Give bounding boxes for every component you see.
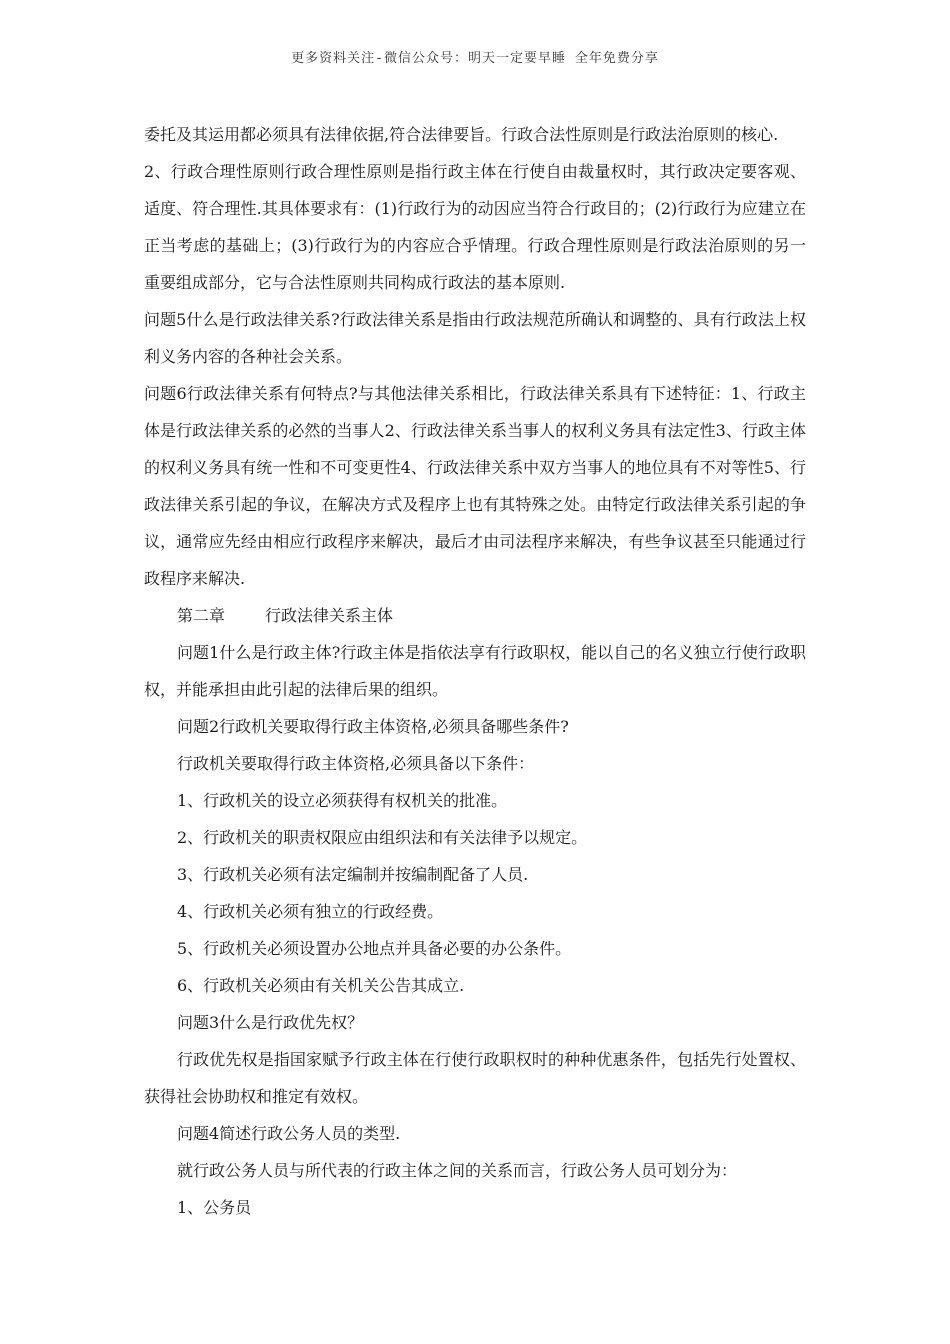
paragraph: 问题2行政机关要取得行政主体资格,必须具备哪些条件? xyxy=(177,717,569,736)
chapter-heading xyxy=(144,597,806,634)
document-body xyxy=(144,116,806,1226)
paragraph: 行政优先权是指国家赋予行政主体在行使行政职权时的种种优惠条件，包括先行处置权、获得社会协助权和推定有效权。 xyxy=(144,1050,806,1106)
paragraph: 问题4简述行政公务人员的类型. xyxy=(177,1124,401,1143)
chapter-title: 行政法律关系主体 xyxy=(265,606,394,625)
paragraph: 问题3什么是行政优先权？ xyxy=(177,1013,364,1032)
paragraph: 行政机关要取得行政主体资格,必须具备以下条件： xyxy=(177,754,535,773)
chapter-number: 第二章 xyxy=(177,606,226,625)
list-item: 2、行政机关的职责权限应由组织法和有关法律予以规定。 xyxy=(177,828,588,847)
list-item: 1、公务员 xyxy=(177,1198,252,1217)
paragraph: 问题1什么是行政主体?行政主体是指依法享有行政职权，能以自己的名义独立行使行政职权，并能承担由此引起的法律后果的组织。 xyxy=(144,643,806,699)
list-item: 5、行政机关必须设置办公地点并具备必要的办公条件。 xyxy=(177,939,572,958)
list-item: 1、行政机关的设立必须获得有权机关的批准。 xyxy=(177,791,508,810)
list-item: 4、行政机关必须有独立的行政经费。 xyxy=(177,902,444,921)
page-header: 更多资料关注-微信公众号：明天一定要早睡 全年免费分享 xyxy=(291,51,659,66)
list-item: 3、行政机关必须有法定编制并按编制配备了人员. xyxy=(177,865,529,884)
paragraph: 2、行政合理性原则行政合理性原则是指行政主体在行使自由裁量权时，其行政决定要客观、适度、符合理性.其具体要求有：(1)行政行为的动因应当符合行政目的；(2)行政行为应建立在正当考虑的基础上；(3)行政行为的内容应合乎情理。行政合理性原则是行政法治原则的另一重要组成部分，它与合法性原则共同构成行政法的基本原则. xyxy=(144,162,806,292)
paragraph: 问题6行政法律关系有何特点?与其他法律关系相比，行政法律关系具有下述特征：1、行政主体是行政法律关系的必然的当事人2、行政法律关系当事人的权利义务具有法定性3、行政主体的权利义务具有统一性和不可变更性4、行政法律关系中双方当事人的地位具有不对等性5、行政法律关系引起的争议，在解决方式及程序上也有其特殊之处。由特定行政法律关系引起的争议，通常应先经由相应行政程序来解决，最后才由司法程序来解决，有些争议甚至只能通过行政程序来解决. xyxy=(144,384,806,588)
paragraph: 就行政公务人员与所代表的行政主体之间的关系而言，行政公务人员可划分为： xyxy=(177,1161,738,1180)
paragraph: 问题5什么是行政法律关系?行政法律关系是指由行政法规范所确认和调整的、具有行政法上权利义务内容的各种社会关系。 xyxy=(144,310,806,366)
paragraph: 委托及其运用都必须具有法律依据,符合法律要旨。行政合法性原则是行政法治原则的核心. xyxy=(144,125,779,144)
list-item: 6、行政机关必须由有关机关公告其成立. xyxy=(177,976,465,995)
